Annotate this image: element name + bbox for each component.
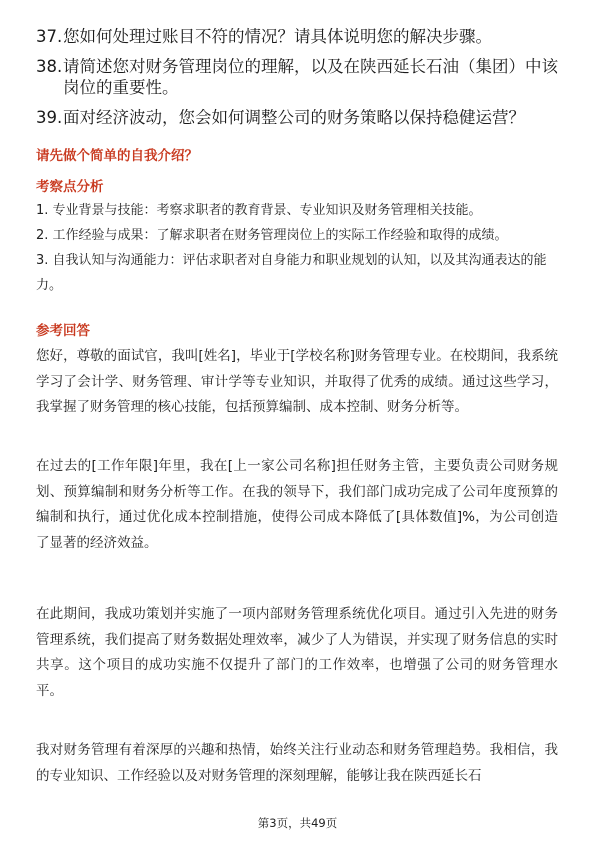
question-number: 38. [36, 57, 63, 76]
question-item [36, 107, 566, 128]
analysis-item: 3. 自我认知与沟通能力：评估求职者对自身能力和职业规划的认知，以及其沟通表达的能力。 [36, 253, 547, 293]
answer-paragraph [36, 344, 558, 421]
answer-text: 在过去的[工作年限]年里，我在[上一家公司名称]担任财务主管，主要负责公司财务规划、预算编制和财务分析等工作。在我的领导下，我们部门成功完成了公司年度预算的编制和执行，通过优化成本控制措施，使得公司成本降低了[具体数值]%，为公司创造了显著的经济效益。 [36, 458, 558, 551]
question-item [36, 26, 566, 47]
answer-paragraph [36, 602, 558, 704]
question-text: 请简述您对财务管理岗位的理解，以及在陕西延长石油（集团）中该岗位的重要性。 [63, 57, 558, 97]
answer-text: 在此期间，我成功策划并实施了一项内部财务管理系统优化项目。通过引入先进的财务管理系统，我们提高了财务数据处理效率，减少了人为错误，并实现了财务信息的实时共享。这个项目的成功实施不仅提升了部门的工作效率，也增强了公司的财务管理水平。 [36, 606, 558, 699]
answer-paragraph [36, 738, 558, 789]
question-list [36, 26, 566, 137]
analysis-item: 2. 工作经验与成果：了解求职者在财务管理岗位上的实际工作经验和取得的成绩。 [36, 228, 508, 243]
question-number: 39. [36, 108, 63, 127]
answer-text: 您好，尊敬的面试官，我叫[姓名]，毕业于[学校名称]财务管理专业。在校期间，我系统学习了会计学、财务管理、审计学等专业知识，并取得了优秀的成绩。通过这些学习，我掌握了财务管理的核心技能，包括预算编制、成本控制、财务分析等。 [36, 348, 558, 415]
question-text: 面对经济波动，您会如何调整公司的财务策略以保持稳健运营？ [63, 108, 525, 127]
page-footer: 第3页，共49页 [257, 816, 338, 830]
analysis-item: 1. 专业背景与技能：考察求职者的教育背景、专业知识及财务管理相关技能。 [36, 203, 482, 218]
question-text: 您如何处理过账目不符的情况？请具体说明您的解决步骤。 [63, 27, 492, 46]
answer-paragraph [36, 454, 558, 556]
question-number: 37. [36, 27, 63, 46]
question-item [36, 56, 566, 98]
reference-answer-heading: 参考回答 [36, 323, 90, 339]
answer-text: 我对财务管理有着深厚的兴趣和热情，始终关注行业动态和财务管理趋势。我相信，我的专业知识、工作经验以及对财务管理的深刻理解，能够让我在陕西延长石 [36, 742, 558, 784]
analysis-list [36, 198, 558, 298]
intro-question-heading: 请先做个简单的自我介绍？ [36, 148, 198, 164]
analysis-heading: 考察点分析 [36, 179, 104, 195]
